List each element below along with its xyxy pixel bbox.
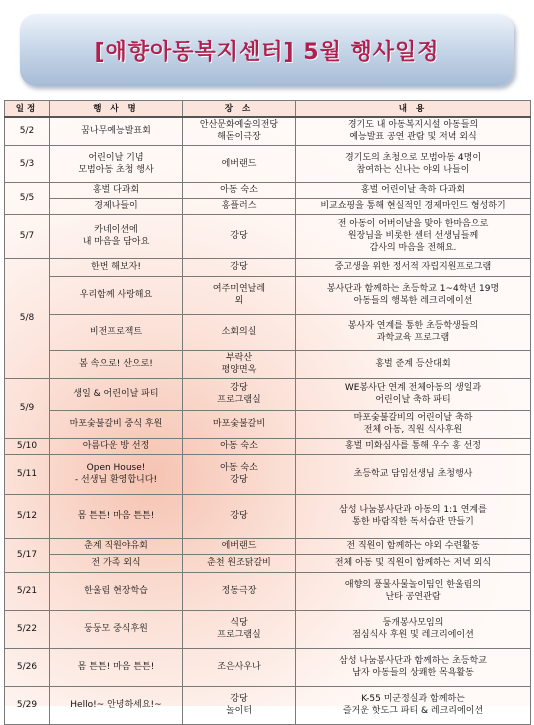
event-cell: 둥둥모 중식후원	[50, 610, 183, 648]
content-cell: 삼성 나눔봉사단과 아동의 1:1 연계를 통한 바람직한 독서습관 만들기	[296, 494, 531, 538]
schedule-table	[4, 100, 531, 725]
content-cell: 홍벌 준계 등산대회	[296, 350, 531, 378]
date-cell: 5/12	[5, 494, 50, 538]
content-cell: 초등학교 담임선생님 초청행사	[296, 454, 531, 494]
content-cell: 전 아동이 어버이날을 맞아 한마음으로 원장님을 비롯한 센터 선생님들께 감사의 마음을 전해요.	[296, 214, 531, 258]
event-cell: 꿈나무예능발표회	[50, 117, 183, 145]
event-cell: 어린이날 기념 모범아동 초청 행사	[50, 145, 183, 182]
schedule-sheet	[4, 100, 530, 716]
content-cell: 마포숯불갈비의 어린이날 축하 전체 아동, 직원 식사후원	[296, 410, 531, 438]
event-cell: 전 가족 외식	[50, 554, 183, 572]
event-cell: 봄 속으로! 산으로!	[50, 350, 183, 378]
table-row	[5, 198, 531, 214]
event-cell: 비전프로젝트	[50, 314, 183, 350]
date-cell: 5/5	[5, 182, 50, 214]
content-cell: 비교쇼핑을 통해 현실적인 경제마인드 형성하기	[296, 198, 531, 214]
date-cell: 5/17	[5, 538, 50, 572]
place-cell: 강당	[183, 214, 296, 258]
header-event: 행 사 명	[50, 101, 183, 118]
table-row	[5, 378, 531, 410]
event-cell: 마포숯불갈비 중식 후원	[50, 410, 183, 438]
place-cell: 아동 숙소	[183, 182, 296, 198]
date-cell: 5/8	[5, 258, 50, 378]
table-row	[5, 258, 531, 276]
place-cell: 아동 숙소 강당	[183, 454, 296, 494]
event-cell: 춘계 직원야유회	[50, 538, 183, 554]
place-cell: 에버랜드	[183, 145, 296, 182]
date-cell: 5/21	[5, 572, 50, 610]
content-cell: 홍벌 미화심사를 통해 우수 홍 선정	[296, 438, 531, 454]
table-row	[5, 686, 531, 724]
table-row	[5, 610, 531, 648]
content-cell: 애향의 풍물사물놀이팀인 한울림의 난타 공연관람	[296, 572, 531, 610]
date-cell: 5/7	[5, 214, 50, 258]
date-cell: 5/9	[5, 378, 50, 438]
content-cell: 전 직원이 함께하는 야외 수련활동	[296, 538, 531, 554]
header-date: 일정	[5, 101, 50, 118]
table-row	[5, 494, 531, 538]
content-cell: 경기도의 초청으로 모범아동 4명이 참여하는 신나는 야외 나들이	[296, 145, 531, 182]
table-row	[5, 538, 531, 554]
table-row	[5, 214, 531, 258]
place-cell: 춘천 원조닭갈비	[183, 554, 296, 572]
place-cell: 마포숯불갈비	[183, 410, 296, 438]
event-cell: Hello!~ 안녕하세요!~	[50, 686, 183, 724]
table-row	[5, 314, 531, 350]
table-row	[5, 182, 531, 198]
place-cell: 강당 프로그램실	[183, 378, 296, 410]
page-title: [애향아동복지센터] 5월 행사일정	[94, 39, 440, 65]
date-cell: 5/2	[5, 117, 50, 145]
date-cell: 5/26	[5, 648, 50, 686]
content-cell: 삼성 나눔봉사단과 함께하는 초등학교 남자 아동들의 상쾌한 목욕활동	[296, 648, 531, 686]
event-cell: Open House! - 선생님 환영합니다!	[50, 454, 183, 494]
table-row	[5, 438, 531, 454]
table-row	[5, 117, 531, 145]
place-cell: 강당 놀이터	[183, 686, 296, 724]
place-cell: 여주미연날레 외	[183, 276, 296, 314]
place-cell: 식당 프로그램실	[183, 610, 296, 648]
place-cell: 부락산 평양면옥	[183, 350, 296, 378]
event-cell: 홍벌 다과회	[50, 182, 183, 198]
date-cell: 5/10	[5, 438, 50, 454]
place-cell: 홍플러스	[183, 198, 296, 214]
content-cell: 봉사자 연계를 통한 초등학생들의 과학교육 프로그램	[296, 314, 531, 350]
content-cell: 경기도 내 아동복지시설 아동들의 예능발표 공연 관람 및 저녁 외식	[296, 117, 531, 145]
event-cell: 아름다운 방 선정	[50, 438, 183, 454]
header-content: 내 용	[296, 101, 531, 118]
content-cell: 봉사단과 함께하는 초등학교 1~4학년 19명 아동들의 행복한 레크리에이션	[296, 276, 531, 314]
event-cell: 몸 튼튼! 마음 튼튼!	[50, 648, 183, 686]
event-cell: 몸 튼튼! 마음 튼튼!	[50, 494, 183, 538]
table-row	[5, 276, 531, 314]
header-place: 장 소	[183, 101, 296, 118]
date-cell: 5/29	[5, 686, 50, 724]
table-row	[5, 648, 531, 686]
event-cell: 생일 & 어린이날 파티	[50, 378, 183, 410]
content-cell: WE봉사단 연계 전체아동의 생일과 어린이날 축하 파티	[296, 378, 531, 410]
event-cell: 한울림 현장학습	[50, 572, 183, 610]
event-cell: 카네이션에 내 마음을 담아요	[50, 214, 183, 258]
place-cell: 강당	[183, 494, 296, 538]
place-cell: 정동극장	[183, 572, 296, 610]
table-row	[5, 572, 531, 610]
place-cell: 소회의실	[183, 314, 296, 350]
table-row	[5, 554, 531, 572]
content-cell: K-55 미군정실과 함께하는 즐거운 핫도그 파티 & 레크리에이션	[296, 686, 531, 724]
place-cell: 안산문화예술의전당 해돋이극장	[183, 117, 296, 145]
place-cell: 강당	[183, 258, 296, 276]
content-cell: 홍벌 어린이날 축하 다과회	[296, 182, 531, 198]
content-cell: 중고생을 위한 정서적 자립지원프로그램	[296, 258, 531, 276]
table-row	[5, 410, 531, 438]
date-cell: 5/22	[5, 610, 50, 648]
place-cell: 에버랜드	[183, 538, 296, 554]
place-cell: 아동 숙소	[183, 438, 296, 454]
event-cell: 경제나들이	[50, 198, 183, 214]
content-cell: 전체 아동 및 직원이 함께하는 저녁 외식	[296, 554, 531, 572]
title-banner	[20, 14, 514, 86]
table-row	[5, 454, 531, 494]
event-cell: 우리함께 사랑해요	[50, 276, 183, 314]
date-cell: 5/3	[5, 145, 50, 182]
table-row	[5, 145, 531, 182]
table-row	[5, 350, 531, 378]
header-row	[5, 101, 531, 118]
event-cell: 한번 해보자!	[50, 258, 183, 276]
place-cell: 조은사우나	[183, 648, 296, 686]
content-cell: 둥개봉사모임의 점심식사 후원 및 레크리에이션	[296, 610, 531, 648]
date-cell: 5/11	[5, 454, 50, 494]
